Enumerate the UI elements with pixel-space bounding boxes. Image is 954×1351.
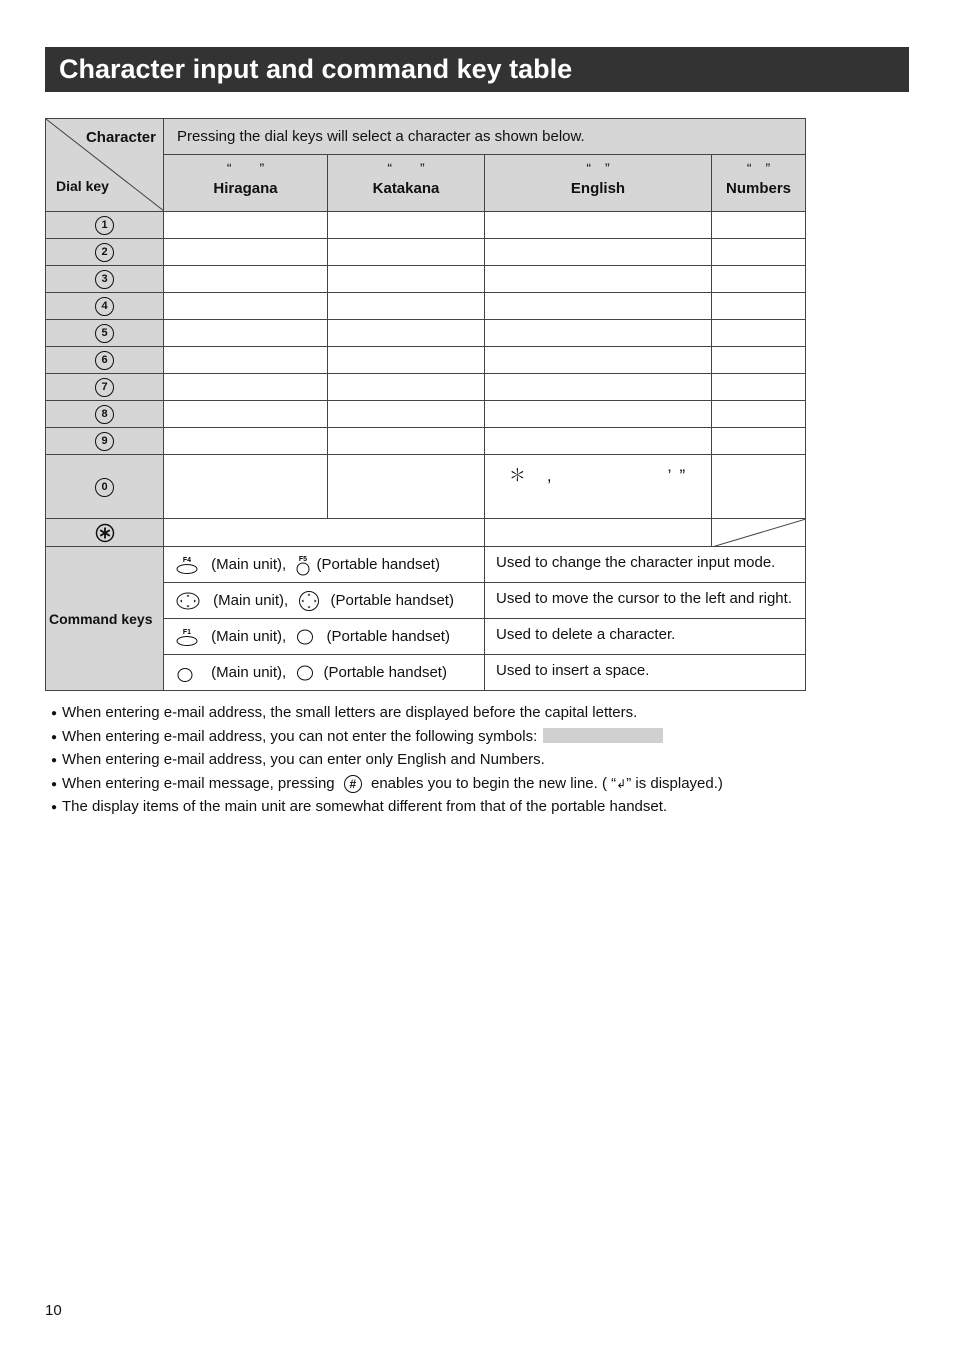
newline-glyph-icon: ↲ [616, 776, 627, 791]
column-label: Numbers [725, 180, 792, 198]
table-cell [712, 374, 806, 401]
table-cell [485, 266, 712, 293]
dial-key-cell [46, 455, 164, 519]
table-cell [712, 428, 806, 455]
table-cell [485, 374, 712, 401]
table-cell [485, 519, 712, 547]
dial-key-cell [46, 266, 164, 293]
dial-key-3-icon: 3 [95, 270, 114, 289]
table-cell [328, 374, 485, 401]
table-cell [712, 401, 806, 428]
table-cell [164, 320, 328, 347]
unused-cell [712, 519, 806, 547]
column-quotes: “ ” [226, 160, 265, 177]
note-item [51, 702, 871, 726]
command-keys-cell [164, 619, 485, 655]
column-label: Hiragana [213, 180, 278, 198]
note-text: When entering e-mail address, you can enter only English and Numbers. [62, 751, 545, 768]
column-quotes: “ ” [387, 160, 425, 177]
table-cell [712, 455, 806, 519]
dial-key-5-icon: 5 [95, 324, 114, 343]
star-key-icon [95, 523, 115, 543]
dial-key-cell [46, 212, 164, 239]
table-cell [485, 428, 712, 455]
character-key-table [45, 118, 806, 691]
table-cell [712, 212, 806, 239]
dial-key-1-icon: 1 [95, 216, 114, 235]
column-label: Katakana [372, 180, 440, 198]
f1-key-icon [175, 627, 199, 647]
bullet-icon: ● [51, 778, 58, 790]
navigator-key-icon [298, 590, 320, 612]
note-item [51, 773, 871, 797]
table-cell [164, 239, 328, 266]
portable-handset-label: (Portable handset) [323, 664, 447, 681]
f4-key-icon [175, 555, 199, 575]
command-description: Used to delete a character. [485, 619, 806, 655]
table-cell [485, 320, 712, 347]
column-quotes: “ ” [746, 160, 771, 177]
table-cell [164, 347, 328, 374]
svg-text:F1: F1 [182, 628, 192, 636]
round-key-icon [175, 663, 199, 683]
dial-key-8-icon: 8 [95, 405, 114, 424]
dial-key-6-icon: 6 [95, 351, 114, 370]
main-unit-label: (Main unit), [211, 556, 287, 573]
table-cell [164, 455, 328, 519]
dial-key-cell [46, 320, 164, 347]
table-cell [328, 266, 485, 293]
table-cell [485, 293, 712, 320]
table-cell [164, 401, 328, 428]
table-cell [164, 428, 328, 455]
table-cell [712, 239, 806, 266]
note-text: When entering e-mail message, pressing [62, 774, 335, 792]
table-cell [328, 401, 485, 428]
command-keys-cell [164, 547, 485, 583]
dial-key-header: Dial key [56, 178, 109, 194]
hash-key-icon: # [344, 775, 362, 793]
table-cell [328, 239, 485, 266]
note-item [51, 726, 871, 750]
notes-list [51, 702, 871, 820]
character-header: Character [85, 129, 156, 146]
command-description: Used to move the cursor to the left and right. [485, 583, 806, 619]
portable-handset-label: (Portable handset) [326, 628, 450, 645]
command-description: Used to insert a space. [485, 655, 806, 691]
bullet-icon: ● [51, 802, 58, 813]
note-item [51, 749, 871, 773]
forbidden-symbols-box [543, 728, 663, 743]
dial-key-4-icon: 4 [95, 297, 114, 316]
f5-key-icon [294, 554, 312, 576]
table-cell [328, 455, 485, 519]
dial-key-9-icon: 9 [95, 432, 114, 451]
portable-handset-label: (Portable handset) [330, 592, 454, 609]
table-cell [712, 266, 806, 293]
svg-text:F5: F5 [299, 555, 308, 563]
main-unit-label: (Main unit), [213, 592, 289, 609]
note-text: ” is displayed.) [626, 774, 723, 792]
command-keys-label: Command keys [46, 547, 164, 691]
table-cell [712, 293, 806, 320]
bullet-icon: ● [51, 731, 58, 743]
bullet-icon: ● [51, 755, 58, 766]
table-cell [164, 266, 328, 293]
dial-key-cell [46, 428, 164, 455]
zero-key-english-symbols: ＊ , ’ ” [485, 455, 712, 519]
command-keys-cell [164, 655, 485, 691]
table-cell [485, 401, 712, 428]
table-cell [164, 519, 485, 547]
table-cell [164, 212, 328, 239]
table-cell [164, 374, 328, 401]
note-text: When entering e-mail address, you can not enter the following symbols: [62, 727, 538, 745]
dial-key-cell [46, 401, 164, 428]
navigator-key-icon [175, 591, 201, 611]
table-cell [485, 347, 712, 374]
column-header-katakana [328, 155, 485, 212]
note-text: When entering e-mail address, the small letters are displayed before the capital letters. [62, 704, 638, 721]
dial-key-cell [46, 374, 164, 401]
note-item [51, 796, 871, 820]
column-header-hiragana [164, 155, 328, 212]
note-text: enables you to begin the new line. ( “ [370, 774, 617, 792]
table-cell [328, 293, 485, 320]
table-cell [712, 320, 806, 347]
column-label: English [570, 180, 626, 198]
page-title: Character input and command key table [45, 47, 909, 92]
table-cell [712, 347, 806, 374]
dial-key-7-icon: 7 [95, 378, 114, 397]
dial-key-cell [46, 293, 164, 320]
round-key-icon [296, 664, 314, 682]
table-cell [328, 347, 485, 374]
dial-key-cell [46, 347, 164, 374]
table-corner-cell [46, 119, 164, 212]
command-description: Used to change the character input mode. [485, 547, 806, 583]
dial-key-0-icon: 0 [95, 478, 114, 497]
table-intro: Pressing the dial keys will select a character as shown below. [164, 119, 806, 155]
portable-handset-label: (Portable handset) [316, 556, 440, 573]
main-unit-label: (Main unit), [211, 664, 287, 681]
round-key-icon [296, 628, 314, 646]
bullet-icon: ● [51, 708, 58, 719]
column-header-english [485, 155, 712, 212]
main-unit-label: (Main unit), [211, 628, 287, 645]
column-quotes: “ ” [586, 160, 610, 177]
table-cell [328, 212, 485, 239]
table-cell [485, 212, 712, 239]
command-keys-cell [164, 583, 485, 619]
dial-key-2-icon: 2 [95, 243, 114, 262]
column-header-numbers [712, 155, 806, 212]
table-cell [485, 239, 712, 266]
table-cell [164, 293, 328, 320]
unused-cell-diagonal [712, 519, 806, 547]
table-cell [328, 320, 485, 347]
svg-text:F4: F4 [182, 556, 192, 564]
table-cell [328, 428, 485, 455]
page-number: 10 [45, 1302, 62, 1319]
note-text: The display items of the main unit are somewhat different from that of the portable handset. [62, 798, 668, 815]
dial-key-cell [46, 239, 164, 266]
dial-key-cell [46, 519, 164, 547]
